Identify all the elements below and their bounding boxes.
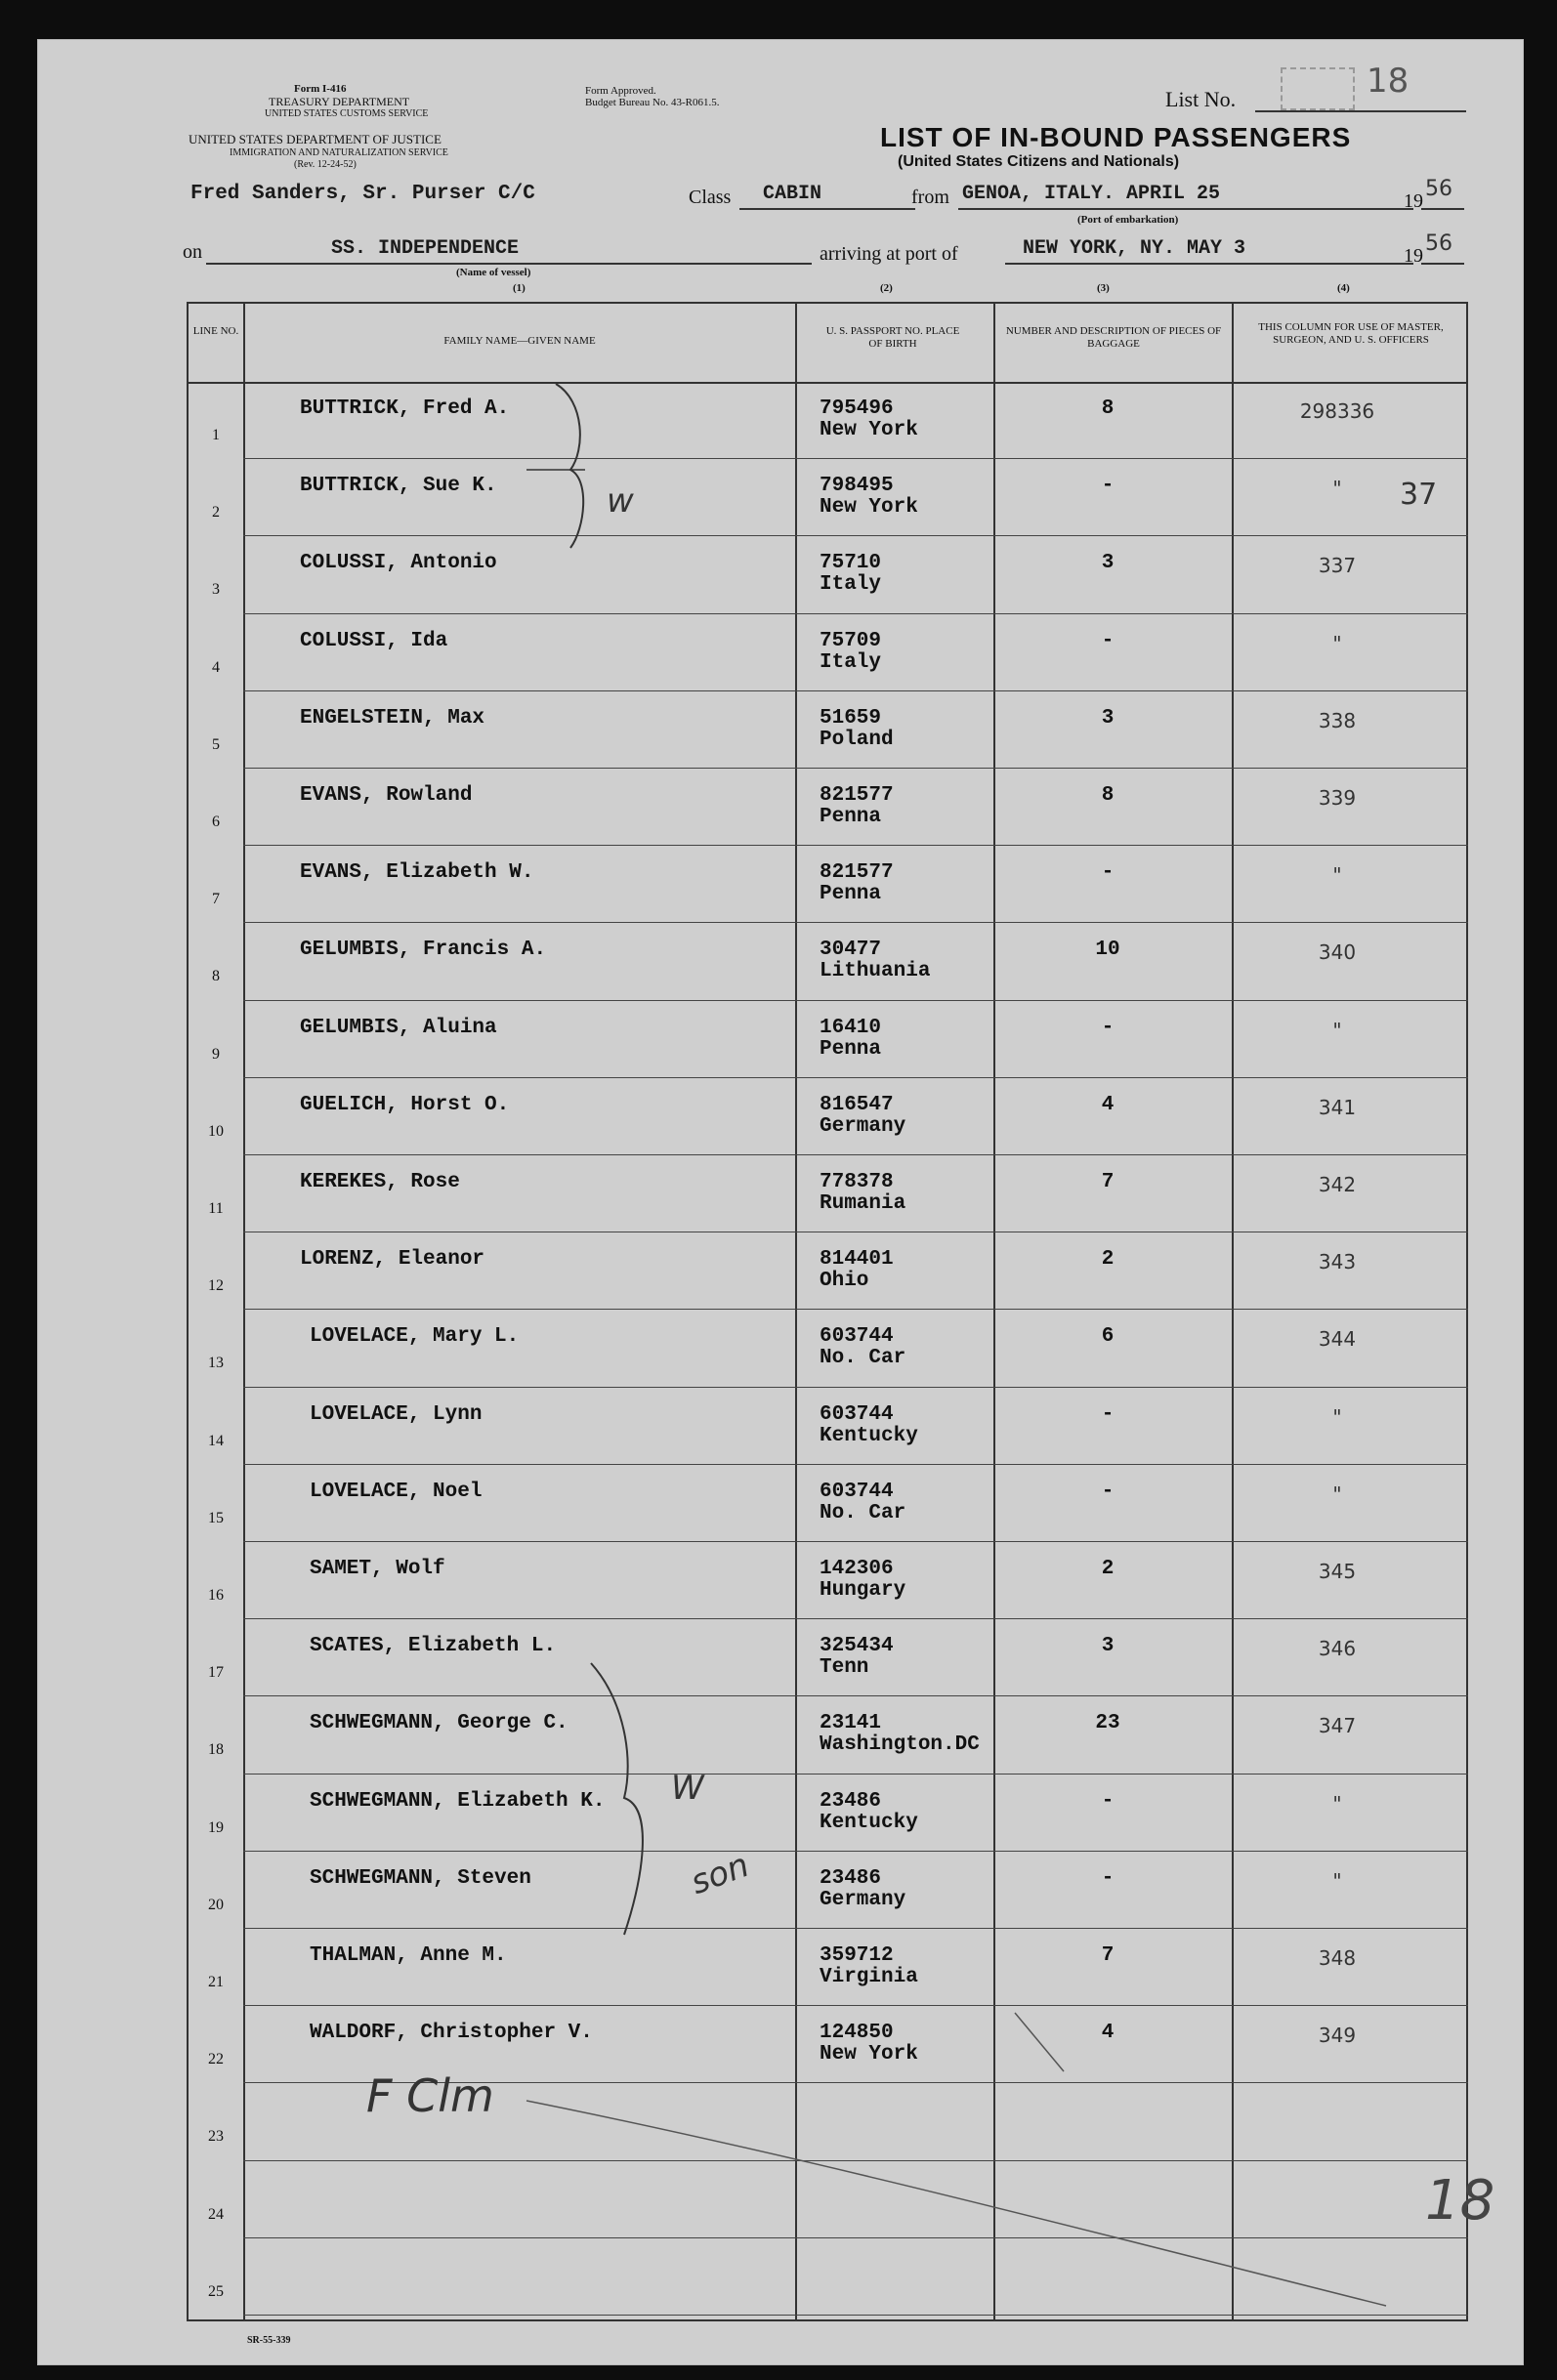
baggage-count: 8 xyxy=(1101,784,1115,807)
form-number: Form I-416 xyxy=(294,83,347,95)
place-of-birth: New York xyxy=(820,419,918,441)
officer-entry: 342 xyxy=(1318,1173,1357,1196)
row-number: 14 xyxy=(208,1432,224,1449)
officer-entry: 343 xyxy=(1318,1250,1357,1274)
row-number: 20 xyxy=(208,1896,224,1913)
wife-note-2: W xyxy=(671,1769,704,1808)
on-label: on xyxy=(183,241,202,263)
passenger-name: SCHWEGMANN, Elizabeth K. xyxy=(310,1789,606,1813)
passenger-name: LORENZ, Eleanor xyxy=(300,1248,485,1272)
row-number: 25 xyxy=(208,2282,224,2300)
form-code: SR-55-339 xyxy=(247,2335,291,2346)
row-number: 2 xyxy=(212,504,220,522)
passenger-name: LOVELACE, Lynn xyxy=(310,1402,483,1426)
baggage-count: - xyxy=(1101,475,1115,498)
dep-year: 56 xyxy=(1425,177,1452,201)
passport-number: 16410 xyxy=(820,1016,882,1039)
row-number: 12 xyxy=(208,1277,224,1295)
passport-number: 821577 xyxy=(820,861,894,885)
officer-entry: 347 xyxy=(1318,1714,1357,1738)
passenger-name: LOVELACE, Noel xyxy=(310,1480,483,1503)
form-approved: Form Approved. xyxy=(585,85,656,97)
passenger-name: WALDORF, Christopher V. xyxy=(310,2022,593,2045)
place-of-birth: Germany xyxy=(820,1888,906,1911)
passenger-name: BUTTRICK, Fred A. xyxy=(300,397,510,420)
col-header-name: FAMILY NAME—GIVEN NAME xyxy=(443,335,596,347)
passenger-name: LOVELACE, Mary L. xyxy=(310,1325,520,1349)
row-number: 22 xyxy=(208,2051,224,2068)
passenger-name: COLUSSI, Ida xyxy=(300,629,448,652)
officer-entry: 345 xyxy=(1318,1560,1357,1583)
baggage-count: - xyxy=(1101,1402,1115,1426)
officer-entry: " xyxy=(1332,1018,1342,1042)
officer-entry: 298336 xyxy=(1299,399,1375,423)
officer-entry: 349 xyxy=(1318,2024,1357,2048)
officer-entry: 340 xyxy=(1318,940,1357,965)
place-of-birth: Germany xyxy=(820,1114,906,1138)
treasury-department: TREASURY DEPARTMENT xyxy=(269,95,410,108)
embarkation-note: (Port of embarkation) xyxy=(1077,214,1179,226)
corner-number: 18 xyxy=(1425,2169,1495,2233)
wife-note-1: w xyxy=(607,481,634,521)
place-of-birth: Virginia xyxy=(820,1966,918,1988)
place-of-birth: No. Car xyxy=(820,1347,906,1370)
officer-entry: 337 xyxy=(1318,554,1357,578)
passenger-name: SCHWEGMANN, George C. xyxy=(310,1712,568,1735)
passenger-name: KEREKES, Rose xyxy=(300,1171,460,1193)
row-number: 18 xyxy=(208,1741,224,1759)
passport-number: 51659 xyxy=(820,706,882,730)
place-of-birth: Penna xyxy=(820,1037,882,1061)
baggage-count: 6 xyxy=(1101,1325,1115,1349)
col-number-1: (1) xyxy=(513,282,526,294)
passport-number: 75710 xyxy=(820,552,882,575)
col-header-passport: U. S. PASSPORT NO. PLACE OF BIRTH xyxy=(825,325,960,350)
row-number: 16 xyxy=(208,1587,224,1604)
row-number: 8 xyxy=(212,968,220,985)
place-of-birth: Italy xyxy=(820,573,882,597)
passport-number: 124850 xyxy=(820,2022,894,2045)
place-of-birth: New York xyxy=(820,496,918,520)
passport-number: 816547 xyxy=(820,1093,894,1116)
place-of-birth: Hungary xyxy=(820,1579,906,1602)
row-number: 23 xyxy=(208,2128,224,2146)
officer-entry: " xyxy=(1332,477,1342,501)
passenger-name: SAMET, Wolf xyxy=(310,1558,445,1580)
pen-strokes xyxy=(38,40,1523,2364)
place-of-birth: Lithuania xyxy=(820,960,931,983)
from-label: from xyxy=(911,187,949,208)
place-of-birth: Washington.DC xyxy=(820,1733,980,1757)
baggage-count: 4 xyxy=(1101,1093,1115,1116)
baggage-count: - xyxy=(1101,1866,1115,1890)
vessel-note: (Name of vessel) xyxy=(456,267,531,278)
vessel-name: SS. INDEPENDENCE xyxy=(331,237,520,260)
place-of-birth: Rumania xyxy=(820,1192,906,1215)
col-number-4: (4) xyxy=(1337,282,1350,294)
passport-number: 778378 xyxy=(820,1171,894,1193)
passenger-name: GUELICH, Horst O. xyxy=(300,1093,510,1116)
baggage-count: 4 xyxy=(1101,2022,1115,2045)
place-of-birth: Penna xyxy=(820,806,882,828)
place-of-birth: Kentucky xyxy=(820,1424,918,1447)
son-note: son xyxy=(685,1845,755,1903)
bottom-scrawl: F Clm xyxy=(366,2069,494,2122)
revision-date: (Rev. 12-24-52) xyxy=(294,159,357,170)
passenger-name: ENGELSTEIN, Max xyxy=(300,706,485,730)
officer-entry: 346 xyxy=(1318,1637,1357,1661)
list-no-label: List No. xyxy=(1165,87,1237,111)
passport-number: 325434 xyxy=(820,1635,894,1658)
baggage-count: 10 xyxy=(1095,939,1120,962)
margin-note-37: 37 xyxy=(1400,478,1438,512)
baggage-count: 23 xyxy=(1095,1712,1120,1735)
officer-entry: " xyxy=(1332,1868,1342,1893)
officer-entry: " xyxy=(1332,631,1342,655)
row-number: 1 xyxy=(212,427,220,443)
passport-number: 603744 xyxy=(820,1402,894,1426)
passport-number: 821577 xyxy=(820,784,894,807)
row-number: 11 xyxy=(208,1200,224,1217)
baggage-count: 3 xyxy=(1101,1635,1115,1658)
baggage-count: 2 xyxy=(1101,1558,1115,1580)
officer-entry: " xyxy=(1332,1404,1342,1429)
officer-entry: 339 xyxy=(1318,786,1357,810)
class-label: Class xyxy=(689,187,732,208)
passport-number: 30477 xyxy=(820,939,882,962)
col-header-officers: THIS COLUMN FOR USE OF MASTER, SURGEON, AND U. S. OFFICERS xyxy=(1258,321,1444,346)
row-number: 19 xyxy=(208,1818,224,1836)
officer-entry: 348 xyxy=(1318,1946,1357,1970)
row-number: 3 xyxy=(212,581,220,599)
passport-number: 798495 xyxy=(820,475,894,498)
place-of-birth: No. Car xyxy=(820,1501,906,1524)
place-of-birth: Penna xyxy=(820,883,882,906)
officer-entry: 338 xyxy=(1318,708,1357,732)
form-subtitle: (United States Citizens and Nationals) xyxy=(898,153,1180,170)
col-number-2: (2) xyxy=(880,282,893,294)
place-of-birth: Italy xyxy=(820,650,882,674)
baggage-count: - xyxy=(1101,1789,1115,1813)
passport-number: 23486 xyxy=(820,1789,882,1813)
department-of-justice: UNITED STATES DEPARTMENT OF JUSTICE xyxy=(189,132,442,146)
row-number: 13 xyxy=(208,1355,224,1372)
baggage-count: 8 xyxy=(1101,397,1115,420)
row-number: 9 xyxy=(212,1045,220,1063)
passport-number: 359712 xyxy=(820,1944,894,1967)
row-number: 6 xyxy=(212,814,220,830)
arr-year-prefix: 19 xyxy=(1404,245,1423,267)
officer-entry: " xyxy=(1332,1482,1342,1506)
col-number-3: (3) xyxy=(1097,282,1110,294)
class-value: CABIN xyxy=(763,183,822,205)
arrival-port: NEW YORK, NY. MAY 3 xyxy=(1023,237,1246,260)
baggage-count: - xyxy=(1101,861,1115,885)
officer-entry: 344 xyxy=(1318,1327,1357,1352)
passenger-name: EVANS, Elizabeth W. xyxy=(300,861,534,885)
baggage-count: - xyxy=(1101,629,1115,652)
place-of-birth: Kentucky xyxy=(820,1811,918,1834)
customs-service: UNITED STATES CUSTOMS SERVICE xyxy=(265,108,429,119)
ins-service: IMMIGRATION AND NATURALIZATION SERVICE xyxy=(230,147,448,158)
baggage-count: - xyxy=(1101,1016,1115,1039)
passenger-name: SCHWEGMANN, Steven xyxy=(310,1866,531,1890)
row-number: 17 xyxy=(208,1664,224,1682)
embarkation-port: GENOA, ITALY. APRIL 25 xyxy=(962,183,1221,205)
officer-entry: 341 xyxy=(1318,1095,1357,1119)
row-number: 15 xyxy=(208,1509,224,1526)
budget-bureau: Budget Bureau No. 43-R061.5. xyxy=(585,97,720,108)
place-of-birth: New York xyxy=(820,2043,918,2067)
list-no-value: 18 xyxy=(1367,62,1410,101)
officer-entry: " xyxy=(1332,1791,1342,1816)
passenger-name: COLUSSI, Antonio xyxy=(300,552,497,575)
officer-entry: " xyxy=(1332,863,1342,888)
place-of-birth: Poland xyxy=(820,728,894,751)
place-of-birth: Tenn xyxy=(820,1656,869,1680)
passport-number: 23141 xyxy=(820,1712,882,1735)
baggage-count: 2 xyxy=(1101,1248,1115,1272)
passport-number: 23486 xyxy=(820,1866,882,1890)
row-number: 7 xyxy=(212,891,220,908)
row-number: 10 xyxy=(208,1122,224,1140)
passport-number: 814401 xyxy=(820,1248,894,1272)
baggage-count: 7 xyxy=(1101,1171,1115,1193)
passenger-name: BUTTRICK, Sue K. xyxy=(300,475,497,498)
passport-number: 603744 xyxy=(820,1325,894,1349)
arr-year: 56 xyxy=(1425,231,1452,256)
baggage-count: - xyxy=(1101,1480,1115,1503)
passenger-name: SCATES, Elizabeth L. xyxy=(310,1635,557,1658)
baggage-count: 7 xyxy=(1101,1944,1115,1967)
baggage-count: 3 xyxy=(1101,706,1115,730)
place-of-birth: Ohio xyxy=(820,1270,869,1293)
passport-number: 75709 xyxy=(820,629,882,652)
row-number: 5 xyxy=(212,735,220,753)
dep-year-prefix: 19 xyxy=(1404,190,1423,212)
col-header-baggage: NUMBER AND DESCRIPTION OF PIECES OF BAGGAGE xyxy=(1005,325,1222,350)
row-number: 24 xyxy=(208,2205,224,2223)
row-number: 4 xyxy=(212,658,220,676)
form-title: LIST OF IN-BOUND PASSENGERS xyxy=(880,122,1352,152)
passenger-list-form xyxy=(37,39,1524,2365)
passenger-name: THALMAN, Anne M. xyxy=(310,1944,507,1967)
passport-number: 795496 xyxy=(820,397,894,420)
passenger-name: GELUMBIS, Aluina xyxy=(300,1016,497,1039)
passport-number: 142306 xyxy=(820,1558,894,1580)
passenger-name: GELUMBIS, Francis A. xyxy=(300,939,547,962)
passport-number: 603744 xyxy=(820,1480,894,1503)
baggage-count: 3 xyxy=(1101,552,1115,575)
arriving-label: arriving at port of xyxy=(820,243,958,265)
passenger-name: EVANS, Rowland xyxy=(300,784,473,807)
row-number: 21 xyxy=(208,1974,224,1990)
purser-name: Fred Sanders, Sr. Purser C/C xyxy=(190,183,535,205)
col-header-line-no: LINE NO. xyxy=(192,325,239,337)
